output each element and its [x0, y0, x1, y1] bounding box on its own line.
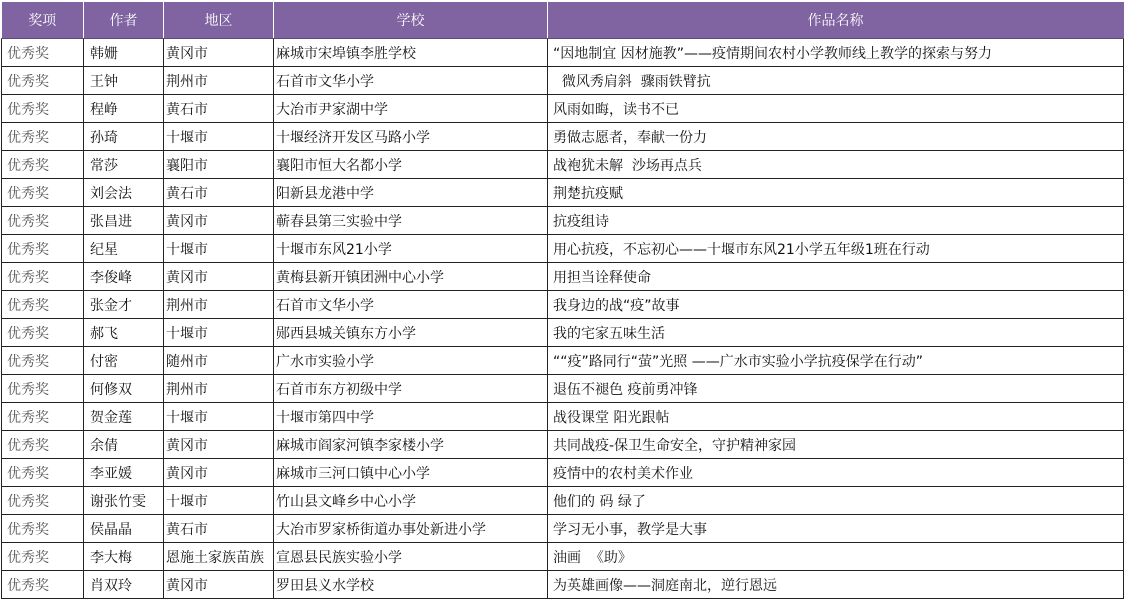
table-row	[2, 179, 1124, 207]
header-region[interactable]: 地区	[164, 2, 274, 39]
work-title-cell[interactable]: 共同战疫-保卫生命安全，守护精神家园	[548, 431, 1124, 459]
school-cell[interactable]: 十堰市东风21小学	[274, 235, 548, 263]
region-cell[interactable]: 黄冈市	[164, 207, 274, 235]
table-row	[2, 431, 1124, 459]
school-cell[interactable]: 麻城市阎家河镇李家楼小学	[274, 431, 548, 459]
region-cell[interactable]: 随州市	[164, 347, 274, 375]
school-cell[interactable]: 石首市文华小学	[274, 291, 548, 319]
author-cell[interactable]: 贺金莲	[84, 403, 164, 431]
region-cell[interactable]: 荆州市	[164, 291, 274, 319]
school-cell[interactable]: 大冶市罗家桥街道办事处新进小学	[274, 515, 548, 543]
award-cell[interactable]: 优秀奖	[2, 459, 84, 487]
header-row	[2, 2, 1124, 39]
work-title-cell[interactable]: 勇做志愿者，奉献一份力	[548, 123, 1124, 151]
award-cell[interactable]: 优秀奖	[2, 571, 84, 599]
work-title-cell[interactable]: 为英雄画像——洞庭南北，逆行恩远	[548, 571, 1124, 599]
author-cell[interactable]: 谢张竹雯	[84, 487, 164, 515]
header-author[interactable]: 作者	[84, 2, 164, 39]
school-cell[interactable]: 黄梅县新开镇团洲中心小学	[274, 263, 548, 291]
school-cell[interactable]: 襄阳市恒大名都小学	[274, 151, 548, 179]
school-cell[interactable]: 广水市实验小学	[274, 347, 548, 375]
school-cell[interactable]: 石首市东方初级中学	[274, 375, 548, 403]
region-cell[interactable]: 十堰市	[164, 487, 274, 515]
header-work-title[interactable]: 作品名称	[548, 2, 1124, 39]
award-table	[1, 2, 1124, 599]
region-cell[interactable]: 恩施土家族苗族	[164, 543, 274, 571]
table-row	[2, 571, 1124, 599]
table-row	[2, 67, 1124, 95]
region-cell[interactable]: 黄石市	[164, 95, 274, 123]
school-cell[interactable]: 郧西县城关镇东方小学	[274, 319, 548, 347]
author-cell[interactable]: 肖双玲	[84, 571, 164, 599]
work-title-cell[interactable]: 用担当诠释使命	[548, 263, 1124, 291]
author-cell[interactable]: 郝飞	[84, 319, 164, 347]
author-cell[interactable]: 常莎	[84, 151, 164, 179]
author-cell[interactable]: 张昌进	[84, 207, 164, 235]
table-row	[2, 487, 1124, 515]
school-cell[interactable]: 麻城市三河口镇中心小学	[274, 459, 548, 487]
award-cell[interactable]: 优秀奖	[2, 291, 84, 319]
region-cell[interactable]: 黄冈市	[164, 431, 274, 459]
author-cell[interactable]: 李亚媛	[84, 459, 164, 487]
work-title-cell[interactable]: 学习无小事，教学是大事	[548, 515, 1124, 543]
author-cell[interactable]: 余倩	[84, 431, 164, 459]
work-title-cell[interactable]: 我的宅家五味生活	[548, 319, 1124, 347]
school-cell[interactable]: 大冶市尹家湖中学	[274, 95, 548, 123]
author-cell[interactable]: 何修双	[84, 375, 164, 403]
table-row	[2, 263, 1124, 291]
work-title-cell[interactable]: 风雨如晦，读书不已	[548, 95, 1124, 123]
work-title-cell[interactable]: 我身边的战“疫”故事	[548, 291, 1124, 319]
header-school[interactable]: 学校	[274, 2, 548, 39]
school-cell[interactable]: 阳新县龙港中学	[274, 179, 548, 207]
table-row	[2, 95, 1124, 123]
table-row	[2, 347, 1124, 375]
table-row	[2, 235, 1124, 263]
award-cell[interactable]: 优秀奖	[2, 487, 84, 515]
work-title-cell[interactable]: 抗疫组诗	[548, 207, 1124, 235]
award-cell[interactable]: 优秀奖	[2, 39, 84, 67]
author-cell[interactable]: 纪星	[84, 235, 164, 263]
award-cell[interactable]: 优秀奖	[2, 207, 84, 235]
author-cell[interactable]: 李大梅	[84, 543, 164, 571]
school-cell[interactable]: 竹山县文峰乡中心小学	[274, 487, 548, 515]
region-cell[interactable]: 黄冈市	[164, 459, 274, 487]
school-cell[interactable]: 蕲春县第三实验中学	[274, 207, 548, 235]
award-cell[interactable]: 优秀奖	[2, 151, 84, 179]
award-cell[interactable]: 优秀奖	[2, 375, 84, 403]
author-cell[interactable]: 刘会法	[84, 179, 164, 207]
school-cell[interactable]: 十堰经济开发区马路小学	[274, 123, 548, 151]
region-cell[interactable]: 荆州市	[164, 375, 274, 403]
award-cell[interactable]: 优秀奖	[2, 123, 84, 151]
work-title-cell[interactable]: 退伍不褪色 疫前勇冲锋	[548, 375, 1124, 403]
school-cell[interactable]: 石首市文华小学	[274, 67, 548, 95]
award-cell[interactable]: 优秀奖	[2, 431, 84, 459]
award-cell[interactable]: 优秀奖	[2, 95, 84, 123]
table-row	[2, 319, 1124, 347]
author-cell[interactable]: 孙琦	[84, 123, 164, 151]
table-row	[2, 151, 1124, 179]
work-title-cell[interactable]: “因地制宜 因材施教”——疫情期间农村小学教师线上教学的探索与努力	[548, 39, 1124, 67]
table-row	[2, 123, 1124, 151]
table-row	[2, 207, 1124, 235]
region-cell[interactable]: 荆州市	[164, 67, 274, 95]
table-row	[2, 291, 1124, 319]
region-cell[interactable]: 襄阳市	[164, 151, 274, 179]
award-cell[interactable]: 优秀奖	[2, 235, 84, 263]
author-cell[interactable]: 付密	[84, 347, 164, 375]
work-title-cell[interactable]: ““疫”路同行“萤”光照 ——广水市实验小学抗疫保学在行动”	[548, 347, 1124, 375]
region-cell[interactable]: 十堰市	[164, 403, 274, 431]
table-row	[2, 459, 1124, 487]
work-title-cell[interactable]: 他们的 码 绿了	[548, 487, 1124, 515]
work-title-cell[interactable]: 疫情中的农村美术作业	[548, 459, 1124, 487]
school-cell[interactable]: 罗田县义水学校	[274, 571, 548, 599]
author-cell[interactable]: 王钟	[84, 67, 164, 95]
author-cell[interactable]: 侯晶晶	[84, 515, 164, 543]
author-cell[interactable]: 韩姗	[84, 39, 164, 67]
work-title-cell[interactable]: 微风秀肩斜 骤雨铁臂抗	[548, 67, 1124, 95]
award-cell[interactable]: 优秀奖	[2, 543, 84, 571]
table-body	[2, 39, 1124, 599]
award-cell[interactable]: 优秀奖	[2, 67, 84, 95]
author-cell[interactable]: 李俊峰	[84, 263, 164, 291]
region-cell[interactable]: 黄冈市	[164, 571, 274, 599]
work-title-cell[interactable]: 战袍犹未解 沙场再点兵	[548, 151, 1124, 179]
region-cell[interactable]: 十堰市	[164, 319, 274, 347]
work-title-cell[interactable]: 战役课堂 阳光跟帖	[548, 403, 1124, 431]
header-award[interactable]: 奖项	[2, 2, 84, 39]
award-cell[interactable]: 优秀奖	[2, 179, 84, 207]
region-cell[interactable]: 黄石市	[164, 179, 274, 207]
table-row	[2, 515, 1124, 543]
author-cell[interactable]: 张金才	[84, 291, 164, 319]
table-row	[2, 403, 1124, 431]
award-cell[interactable]: 优秀奖	[2, 319, 84, 347]
author-cell[interactable]: 程峥	[84, 95, 164, 123]
table-row	[2, 39, 1124, 67]
school-cell[interactable]: 宣恩县民族实验小学	[274, 543, 548, 571]
region-cell[interactable]: 黄石市	[164, 515, 274, 543]
award-cell[interactable]: 优秀奖	[2, 263, 84, 291]
award-cell[interactable]: 优秀奖	[2, 403, 84, 431]
work-title-cell[interactable]: 油画 《助》	[548, 543, 1124, 571]
school-cell[interactable]: 十堰市第四中学	[274, 403, 548, 431]
region-cell[interactable]: 黄冈市	[164, 263, 274, 291]
region-cell[interactable]: 十堰市	[164, 235, 274, 263]
school-cell[interactable]: 麻城市宋埠镇李胜学校	[274, 39, 548, 67]
award-cell[interactable]: 优秀奖	[2, 347, 84, 375]
region-cell[interactable]: 黄冈市	[164, 39, 274, 67]
work-title-cell[interactable]: 荆楚抗疫赋	[548, 179, 1124, 207]
award-cell[interactable]: 优秀奖	[2, 515, 84, 543]
table-row	[2, 543, 1124, 571]
work-title-cell[interactable]: 用心抗疫，不忘初心——十堰市东风21小学五年级1班在行动	[548, 235, 1124, 263]
award-table-container	[1, 2, 1124, 599]
region-cell[interactable]: 十堰市	[164, 123, 274, 151]
table-row	[2, 375, 1124, 403]
